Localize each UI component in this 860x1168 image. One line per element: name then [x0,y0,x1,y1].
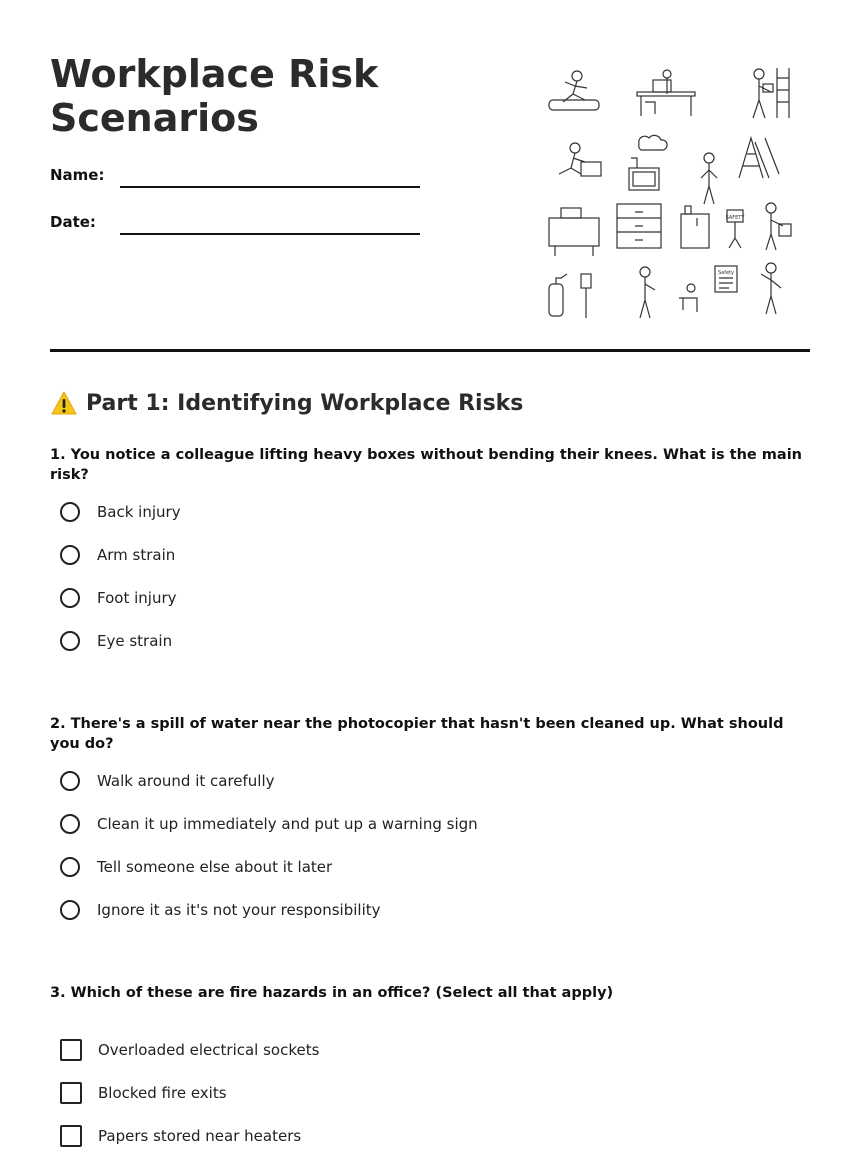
question-3-options [60,1039,319,1168]
option-label: Foot injury [97,589,177,607]
option-label: Eye strain [97,632,173,650]
radio-button[interactable] [60,857,80,877]
worksheet-header [50,0,810,352]
question-text: 1. You notice a colleague lifting heavy boxes without bending their knees. What is the main risk? [50,447,802,483]
pointing-worker-icon [761,263,781,314]
option-clean-up[interactable] [60,813,478,856]
checkbox[interactable] [60,1039,82,1061]
chair-worker-icon [679,284,697,312]
worksheet [50,0,810,1145]
option-foot-injury[interactable] [60,587,181,630]
radio-button[interactable] [60,814,80,834]
option-label: Walk around it carefully [97,772,275,790]
option-label: Back injury [97,503,181,521]
radio-button[interactable] [60,502,80,522]
radio-button[interactable] [60,545,80,565]
safety-checklist-icon [715,266,737,292]
section-title [50,390,523,416]
radio-button[interactable] [60,900,80,920]
option-eye-strain[interactable] [60,630,181,673]
computer-cloud-icon [629,135,667,190]
option-ignore[interactable] [60,899,478,942]
question-text: 3. Which of these are fire hazards in an office? (Select all that apply) [50,985,614,1001]
checklist-title-text: Safety [718,270,734,276]
worker-with-box-icon [766,203,791,250]
name-field[interactable] [50,166,420,196]
question-1-options [60,501,181,673]
checkbox[interactable] [60,1125,82,1147]
workplace-illustration [545,62,795,322]
safety-board-text: SAFETY [725,215,745,221]
date-label: Date: [50,213,96,231]
option-label: Papers stored near heaters [98,1127,302,1145]
checkbox[interactable] [60,1082,82,1104]
question-2 [50,714,810,919]
photocopier-desk-icon [549,208,599,256]
date-line[interactable] [120,233,420,235]
option-label: Blocked fire exits [98,1084,227,1102]
safety-board-icon [726,210,746,248]
name-label: Name: [50,166,105,184]
option-arm-strain[interactable] [60,544,181,587]
kneeling-worker-icon [559,143,601,176]
question-2-options [60,770,478,942]
option-papers-near-heaters[interactable] [60,1125,319,1168]
option-back-injury[interactable] [60,501,181,544]
section-title-text: Part 1: Identifying Workplace Risks [86,390,524,416]
office-desk-worker-icon [637,70,695,116]
header-divider [50,349,810,352]
question-3 [50,983,810,1145]
filing-cabinet-icon [617,204,661,248]
radio-button[interactable] [60,771,80,791]
option-blocked-exits[interactable] [60,1082,319,1125]
date-field[interactable] [50,213,420,243]
slipping-worker-icon [549,71,599,110]
option-label: Tell someone else about it later [97,858,333,876]
option-walk-around[interactable] [60,770,478,813]
standing-worker-icon [701,153,717,204]
option-label: Ignore it as it's not your responsibility [97,901,381,919]
option-label: Clean it up immediately and put up a warning sign [97,815,478,833]
option-label: Overloaded electrical sockets [98,1041,320,1059]
step-ladder-icon [739,138,779,178]
question-1 [50,445,810,650]
name-line[interactable] [120,186,420,188]
question-text: 2. There's a spill of water near the photocopier that hasn't been cleaned up. What should you do? [50,716,784,752]
radio-button[interactable] [60,588,80,608]
fire-extinguisher-icon [549,274,591,318]
radio-button[interactable] [60,631,80,651]
water-cooler-icon [681,206,709,248]
option-overloaded-sockets[interactable] [60,1039,319,1082]
option-label: Arm strain [97,546,176,564]
inspector-worker-icon [640,267,655,318]
page-title: Workplace Risk Scenarios [50,52,379,140]
warning-icon [50,390,78,416]
option-tell-someone[interactable] [60,856,478,899]
ladder-worker-icon [753,68,789,118]
